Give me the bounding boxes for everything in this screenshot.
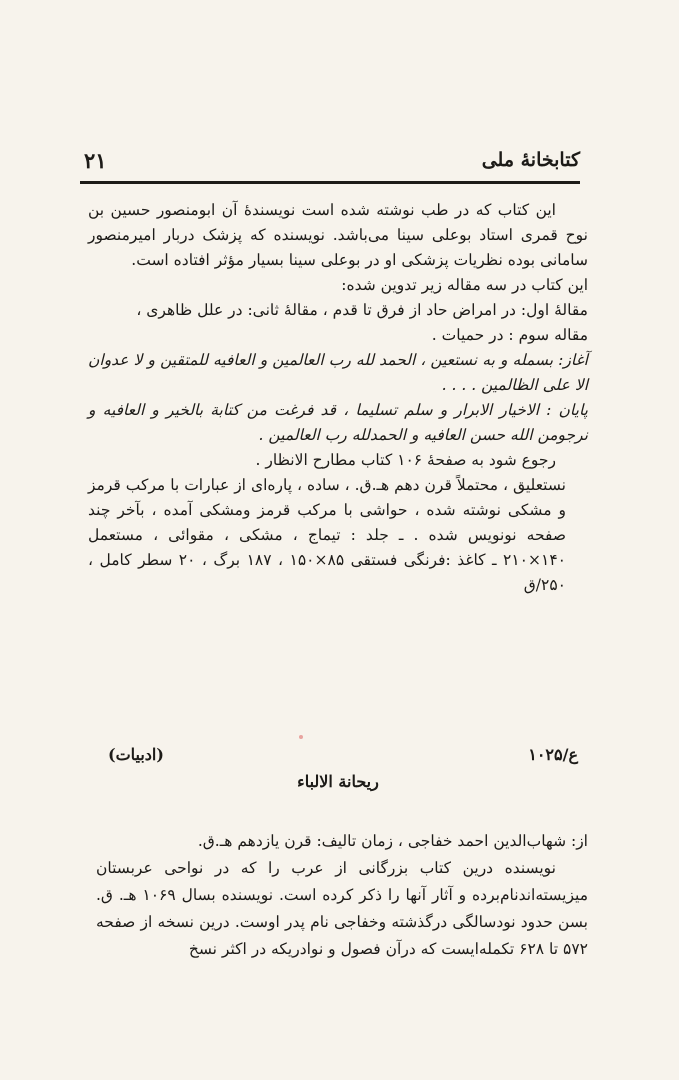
paragraph-author: از: شهاب‌الدین احمد خفاجی ، زمان تالیف: قرن یازدهم هـ.ق. <box>197 832 588 850</box>
page-number: ۲۱ <box>84 147 107 173</box>
entry-header <box>108 745 578 764</box>
entry-category: (ادبیات) <box>108 745 164 764</box>
running-title: کتابخانهٔ ملی <box>481 149 580 171</box>
paragraph-structure: این کتاب در سه مقاله زیر تدوین شده: <box>341 276 588 294</box>
second-entry-description <box>96 828 588 963</box>
header-rule <box>80 181 580 184</box>
entry-title: ریحانة الالباء <box>297 772 379 791</box>
page-header <box>84 140 580 180</box>
entry-description <box>88 198 588 598</box>
paragraph-articles: مقالهٔ اول: در امراض حاد از فرق تا قدم ، مقالهٔ ثانی: در علل ظاهری ، <box>136 301 588 319</box>
paragraph-intro: این کتاب که در طب نوشته شده است نویسندهٔ آن ابومنصور حسین بن نوح قمری استاد بوعلی سینا می‌باشد. نویسنده که پزشک دربار امیرمنصور سامانی بوده نظریات پزشکی او در بوعلی سینا بسیار مؤثر افتاده است. <box>88 201 588 269</box>
entry-number: ۱۰۲۵/ع <box>528 745 578 764</box>
paragraph-explicit: پایان : الاخیار الابرار و سلم تسلیما ، قد فرغت من کتابة بالخیر و العافیه و نرجومن الله حسن العافیه و الحمدلله رب العالمین . <box>88 401 588 444</box>
paragraph-article-three: مقاله سوم : در حمیات . <box>431 326 588 344</box>
paragraph-summary: نویسنده درین کتاب بزرگانی از عرب را که در نواحی عربستان میزیسته‌اندنام‌برده و آثار آنها را ذکر کرده است. نویسنده بسال ۱۰۶۹ هـ. ق. بسن حدود نودسالگی درگذشته وخفاجی نام پدر اوست. درین نسخه از صفحه ۵۷۲ تا ۶۲۸ تکمله‌ایست که درآن فصول و نوادریکه در اکثر نسخ <box>96 859 588 958</box>
paragraph-physical-description: نستعلیق ، محتملاً قرن دهم هـ.ق. ، ساده ، پاره‌ای از عبارات با مرکب قرمز و مشکی نوشته شده ، حواشی با مرکب قرمز ومشکی آمده ، بآخر چند صفحه نونویس شده . ـ جلد : تیماج ، مشکی ، مقوائی ، مستعمل ۱۴۰×۲۱۰ ـ کاغذ :فرنگی فستقی ۸۵×۱۵۰ ، ۱۸۷ برگ ، ۲۰ سطر کامل ، ۲۵۰/ق <box>88 476 566 594</box>
paragraph-reference: رجوع شود به صفحهٔ ۱۰۶ کتاب مطارح الانظار . <box>255 451 556 469</box>
ink-spot <box>299 735 303 739</box>
paragraph-incipit: آغاز: بسمله و به نستعین ، الحمد لله رب العالمین و العافیه للمتقین و لا عدوان الا علی الظالمین . . . . <box>88 351 588 394</box>
